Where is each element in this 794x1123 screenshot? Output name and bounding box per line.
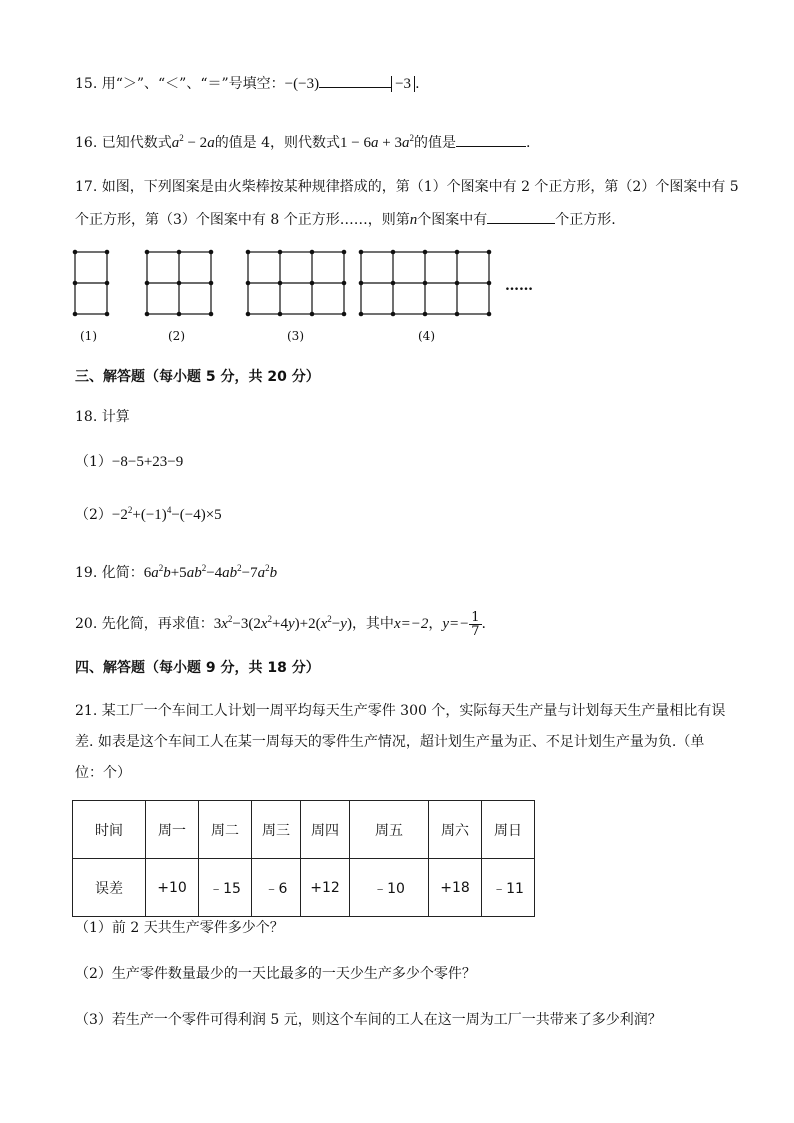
fig-label-3: (3): [287, 329, 304, 343]
table-cell: 误差: [73, 859, 146, 917]
q20-y-num: 1: [471, 609, 480, 625]
table-cell: 周三: [252, 801, 301, 859]
grid-vertex-dot: [310, 312, 315, 317]
grid-vertex-dot: [145, 281, 150, 286]
grid-vertex-dot: [391, 281, 396, 286]
grid-vertex-dot: [177, 250, 182, 255]
fig-ellipsis: ……: [505, 278, 533, 294]
fig-label-4: (4): [418, 329, 435, 343]
q20-y-fraction: [469, 611, 481, 638]
table-cell: +18: [429, 859, 482, 917]
q20-sep: ，: [428, 616, 443, 632]
q16-answer-blank[interactable]: [456, 132, 526, 147]
q21-line2: 差. 如表是这个车间工人在某一周每天的零件生产情况，超计划生产量为正、不足计划生产量为负.（单: [75, 734, 705, 750]
question-16: [75, 128, 530, 153]
table-cell: 周二: [199, 801, 252, 859]
fig-label-2: (2): [168, 329, 185, 343]
grid-vertex-dot: [455, 281, 460, 286]
q18-p1-label: （1）: [75, 454, 112, 470]
q19-label: 19. 化简：: [75, 565, 144, 581]
q20-x-cond: x=−2: [393, 616, 429, 632]
grid-vertex-dot: [310, 250, 315, 255]
question-15: [75, 73, 420, 94]
q20-expr: $3x^2-3(2x^2+4y)+2(x^2-y)$: [213, 614, 352, 632]
q21-sub3: （3）若生产一个零件可得利润 5 元，则这个车间的工人在这一周为工厂一共带来了多少利润？: [75, 1012, 662, 1028]
table-cell: 周一: [146, 801, 199, 859]
matchstick-figure: [60, 240, 560, 325]
grid-vertex-dot: [359, 281, 364, 286]
grid-vertex-dot: [423, 250, 428, 255]
question-17-line1: 17. 如图，下列图案是由火柴棒按某种规律搭成的，第（1）个图案中有 2 个正方形，第（2）个图案中有 5: [75, 179, 739, 195]
q15-answer-blank[interactable]: [319, 73, 391, 88]
table-cell: 周四: [301, 801, 350, 859]
grid-vertex-dot: [177, 281, 182, 286]
grid-vertex-dot: [209, 250, 214, 255]
q18-part1: [75, 452, 183, 472]
q16-end: .: [525, 135, 531, 151]
q16-expr2: $1 - 6a + 3a^2$: [340, 133, 414, 151]
grid-vertex-dot: [73, 312, 78, 317]
grid-vertex-dot: [246, 281, 251, 286]
q18-p2-expr: $-2^2+(-1)^4-(-4)\times 5$: [111, 505, 222, 523]
q17-line2-a: 个正方形，第（3）个图案中有 8 个正方形……，则第: [75, 212, 410, 228]
grid-vertex-dot: [209, 312, 214, 317]
table-cell: 周五: [350, 801, 429, 859]
q21-sub2: （2）生产零件数量最少的一天比最多的一天少生产多少个零件？: [75, 966, 476, 982]
grid-vertex-dot: [342, 312, 347, 317]
grid-vertex-dot: [177, 312, 182, 317]
grid-vertex-dot: [145, 250, 150, 255]
grid-vertex-dot: [342, 281, 347, 286]
question-20: [75, 609, 486, 638]
grid-vertex-dot: [487, 312, 492, 317]
grid-vertex-dot: [359, 312, 364, 317]
grid-vertex-dot: [391, 250, 396, 255]
q16-expr1: $a^2 - 2a$: [171, 133, 215, 151]
grid-vertex-dot: [487, 250, 492, 255]
grid-vertex-dot: [278, 281, 283, 286]
q20-label: 20. 先化简，再求值：: [75, 616, 214, 632]
error-table: [72, 800, 535, 917]
grid-vertex-dot: [105, 281, 110, 286]
table-cell: ﹣6: [252, 859, 301, 917]
grid-vertex-dot: [455, 312, 460, 317]
grid-vertex-dot: [246, 312, 251, 317]
q21-sub1: （1）前 2 天共生产零件多少个？: [75, 920, 284, 936]
q18-part2: [75, 500, 222, 525]
q16-suffix: 的值是: [413, 135, 456, 151]
q15-expr-right: −3: [391, 76, 415, 92]
table-row: [73, 801, 535, 859]
q16-prefix: 16. 已知代数式: [75, 135, 172, 151]
q16-mid: 的值是 4，则代数式: [214, 135, 341, 151]
q17-line2-b: 个图案中有: [417, 212, 488, 228]
question-17-line2: [75, 209, 616, 230]
q20-y-den: 7: [471, 623, 480, 639]
table-cell: ﹣15: [199, 859, 252, 917]
grid-vertex-dot: [310, 281, 315, 286]
q20-y-cond: y=−: [442, 616, 470, 632]
grid-vertex-dot: [278, 312, 283, 317]
q18-p2-label: （2）: [75, 507, 112, 523]
table-cell: +10: [146, 859, 199, 917]
question-19: [75, 558, 277, 583]
table-cell: 周六: [429, 801, 482, 859]
q20-end: .: [481, 616, 486, 632]
fig-label-1: (1): [80, 329, 97, 343]
grid-vertex-dot: [359, 250, 364, 255]
grid-vertex-dot: [423, 312, 428, 317]
table-cell: ﹣10: [350, 859, 429, 917]
grid-vertex-dot: [423, 281, 428, 286]
q18-p1-expr: −8−5+23−9: [111, 454, 184, 470]
section-3-title: 三、解答题（每小题 5 分，共 20 分）: [75, 369, 320, 385]
grid-vertex-dot: [105, 250, 110, 255]
grid-vertex-dot: [455, 250, 460, 255]
grid-vertex-dot: [105, 312, 110, 317]
table-cell: ﹣11: [482, 859, 535, 917]
grid-vertex-dot: [246, 250, 251, 255]
table-cell: +12: [301, 859, 350, 917]
q17-line2-c: 个正方形.: [555, 212, 616, 228]
grid-vertex-dot: [73, 250, 78, 255]
q17-var-n: n: [409, 212, 418, 228]
grid-vertex-dot: [145, 312, 150, 317]
table-row: [73, 859, 535, 917]
table-cell: 时间: [73, 801, 146, 859]
grid-vertex-dot: [342, 250, 347, 255]
q15-end: .: [415, 76, 420, 92]
q21-line3: 位：个）: [75, 765, 131, 781]
grid-vertex-dot: [278, 250, 283, 255]
section-4-title: 四、解答题（每小题 9 分，共 18 分）: [75, 660, 320, 676]
q19-expr: $6a^2b+5ab^2-4ab^2-7a^2b$: [143, 563, 278, 581]
q20-cond-text: ，其中: [351, 616, 394, 632]
q15-expr-left: −(−3): [284, 76, 320, 92]
grid-vertex-dot: [73, 281, 78, 286]
grid-vertex-dot: [209, 281, 214, 286]
q17-answer-blank[interactable]: [487, 209, 555, 224]
table-cell: 周日: [482, 801, 535, 859]
grid-vertex-dot: [487, 281, 492, 286]
q15-text: 15. 用“＞”、“＜”、“＝”号填空：: [75, 76, 285, 92]
q21-line1: 21. 某工厂一个车间工人计划一周平均每天生产零件 300 个，实际每天生产量与计划每天生产量相比有误: [75, 703, 726, 719]
q18-title: 18. 计算: [75, 409, 130, 425]
grid-vertex-dot: [391, 312, 396, 317]
